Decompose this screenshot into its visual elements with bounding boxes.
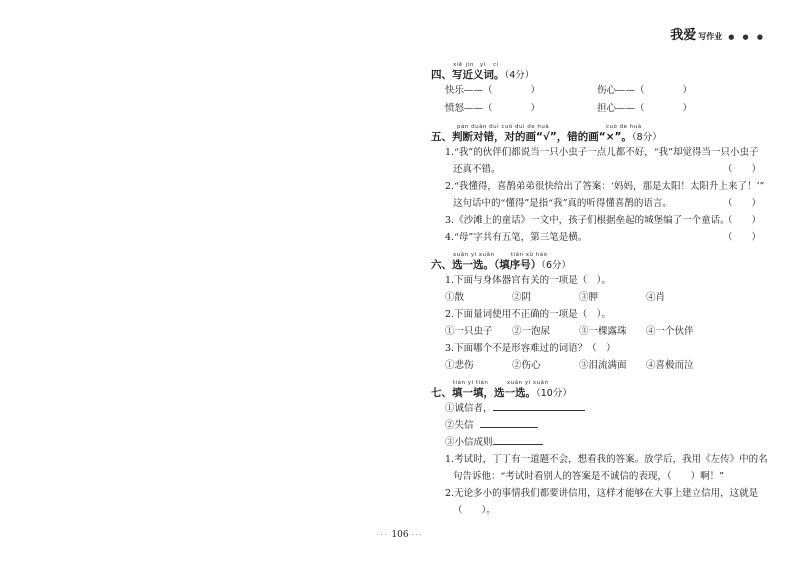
- question-text: （ ）。: [453, 505, 496, 516]
- answer-blank[interactable]: [493, 435, 543, 445]
- choice-options-1: [431, 289, 771, 306]
- pinyin: duì de huà: [515, 124, 550, 130]
- pinyin: tián yi tián: [453, 380, 489, 386]
- synonym-row: [431, 82, 771, 100]
- option[interactable]: ①悲伤: [445, 360, 474, 371]
- answer-paren[interactable]: （ ）: [722, 198, 761, 209]
- pinyin: cí: [493, 62, 499, 68]
- item-text: 3.《沙滩上的童话》一文中，孩子们根据垒起的城堡编了一个童话。: [445, 215, 730, 226]
- page-number-text: 106: [391, 530, 409, 540]
- option[interactable]: ②伤心: [512, 360, 541, 371]
- section-4-heading: [431, 59, 771, 82]
- section-score: （6分）: [541, 260, 572, 271]
- judge-item-1-cont: [431, 161, 771, 178]
- option[interactable]: ③一棵露珠: [579, 326, 627, 337]
- section-title: 四、写近义词。: [431, 69, 505, 81]
- pinyin: pàn duàn duì cuò: [457, 124, 513, 130]
- section-score: （10分）: [536, 388, 572, 399]
- synonym-item: 伤心——（ ）: [597, 85, 693, 96]
- page-number: [0, 530, 800, 540]
- question-text: 2.下面量词使用不正确的一项是（ ）。: [445, 309, 611, 320]
- option[interactable]: ③胛: [579, 292, 599, 303]
- answer-blank[interactable]: [493, 401, 585, 411]
- fill-question-1-cont: [431, 468, 771, 485]
- option[interactable]: ③泪流满面: [579, 360, 627, 371]
- brand-title: 我爱: [670, 28, 697, 43]
- fill-question-1: [431, 451, 771, 468]
- judge-item-2-cont: [431, 195, 771, 212]
- judge-item-3: [431, 212, 771, 229]
- brand-dots: ● ● ●: [728, 33, 766, 41]
- synonym-item: 担心——（ ）: [597, 103, 693, 114]
- pinyin: cuò de huà: [606, 124, 642, 130]
- item-text: 还真不错。: [453, 164, 501, 175]
- answer-paren[interactable]: （ ）: [722, 164, 761, 175]
- choice-question-2: [431, 306, 771, 323]
- pinyin: tián xù hào: [511, 252, 548, 258]
- option[interactable]: ④喜极而泣: [646, 360, 694, 371]
- question-text: 2.无论多小的事情我们都要讲信用，这样才能够在大事上建立信用，这就是: [445, 488, 759, 499]
- judge-item-4: [431, 229, 771, 246]
- fill-blank-2: [431, 417, 771, 434]
- decor-dots: ···: [411, 532, 424, 539]
- judge-item-2: [431, 178, 771, 195]
- section-title: 五、判断对错，对的画“√”，错的画“×”。: [431, 131, 632, 143]
- answer-blank[interactable]: [480, 418, 538, 428]
- section-score: （4分）: [504, 70, 535, 81]
- option[interactable]: ④一个伙伴: [646, 326, 694, 337]
- section-title: 六、选一选。（填序号）: [431, 259, 542, 271]
- question-text: 句告诉他：“考试时看别人的答案是不诚信的表现，（ ）啊！”: [453, 471, 724, 482]
- answer-paren[interactable]: （ ）: [722, 215, 761, 226]
- question-text: 3.下面哪个不是形容难过的词语？（ ）: [445, 343, 616, 354]
- option[interactable]: ①一只虫子: [445, 326, 493, 337]
- option[interactable]: ②一泡尿: [512, 326, 551, 337]
- blank-prompt: ②失信: [445, 420, 474, 431]
- choice-options-2: [431, 323, 771, 340]
- option[interactable]: ④肖: [646, 292, 666, 303]
- brand-header: [670, 24, 766, 43]
- blank-prompt: ③小信成则: [445, 437, 493, 448]
- brand-subtitle: 写作业: [698, 32, 723, 41]
- fill-question-2-cont: [431, 502, 771, 519]
- answer-paren[interactable]: （ ）: [722, 232, 761, 243]
- section-7-heading: [431, 377, 771, 400]
- item-text: 2.“我懂得，喜鹊弟弟很快给出了答案：‘妈妈，那是太阳！太阳升上来了！’”: [445, 181, 765, 192]
- worksheet: [431, 56, 771, 519]
- blank-prompt: ①诚信者，: [445, 403, 493, 414]
- item-text: 这句话中的“懂得”是指“我”真的听得懂喜鹊的语言。: [453, 198, 672, 209]
- pinyin: yì: [480, 62, 486, 68]
- item-text: 4.“母”字共有五笔，第三笔是横。: [445, 232, 588, 243]
- synonym-item: 愤怒——（ ）: [445, 103, 541, 114]
- pinyin: xiě: [453, 62, 463, 68]
- question-text: 1.下面与身体器官有关的一项是（ ）。: [445, 275, 611, 286]
- choice-question-1: [431, 272, 771, 289]
- fill-question-2: [431, 485, 771, 502]
- synonym-item: 快乐——（ ）: [445, 85, 541, 96]
- pinyin: xuǎn yi xuǎn: [453, 252, 495, 258]
- fill-blank-1: [431, 400, 771, 417]
- synonym-row: [431, 100, 771, 118]
- choice-options-3: [431, 357, 771, 374]
- section-6-heading: [431, 249, 771, 272]
- pinyin: xuǎn yi xuǎn: [507, 380, 549, 386]
- option[interactable]: ②阴: [512, 292, 532, 303]
- decor-dots: ···: [376, 532, 389, 539]
- judge-item-1: [431, 144, 771, 161]
- item-text: 1.“我”的伙伴们都说当一只小虫子一点儿都不好，“我”却觉得当一只小虫子: [445, 147, 759, 158]
- pinyin: jìn: [466, 62, 475, 68]
- section-5-heading: [431, 121, 771, 144]
- fill-blank-3: [431, 434, 771, 451]
- section-title: 七、填一填，选一选。: [431, 387, 536, 399]
- section-score: （8分）: [631, 132, 662, 143]
- choice-question-3: [431, 340, 771, 357]
- option[interactable]: ①散: [445, 292, 465, 303]
- question-text: 1.考试时，丁丁有一道题不会，想看我的答案。放学后，我用《左传》中的名: [445, 454, 768, 465]
